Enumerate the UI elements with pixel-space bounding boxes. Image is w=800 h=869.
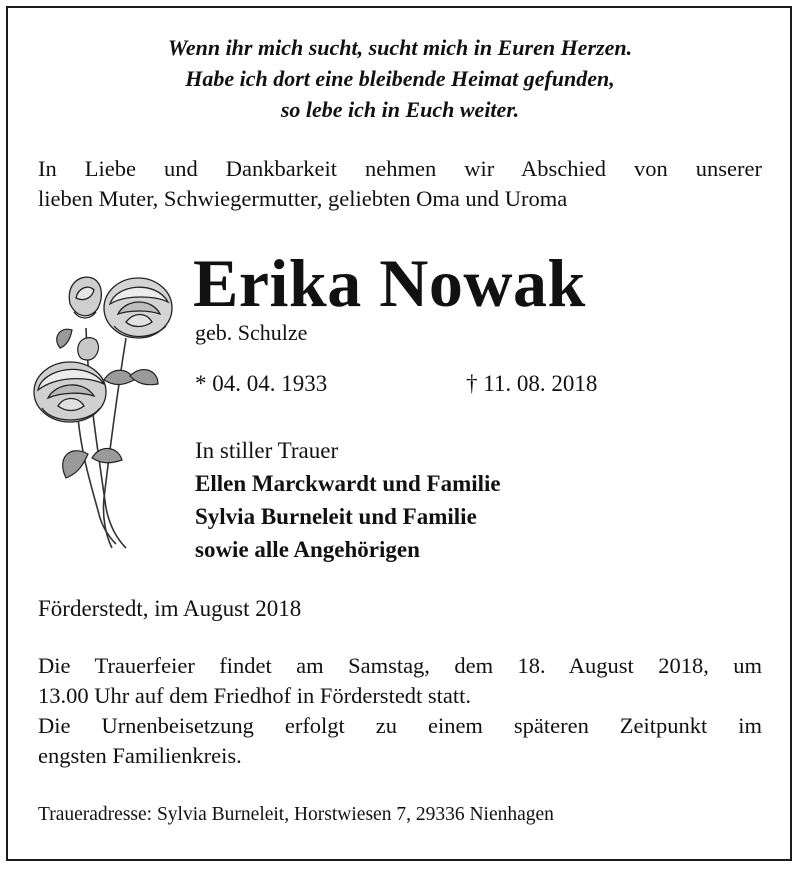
mourners-lead: In stiller Trauer <box>195 438 339 463</box>
roses-illustration-icon <box>26 268 186 558</box>
ceremony-info <box>38 651 762 771</box>
death-date: † 11. 08. 2018 <box>466 371 598 396</box>
maiden-name: geb. Schulze <box>195 320 308 345</box>
mourning-address: Traueradresse: Sylvia Burneleit, Horstwiesen 7, 29336 Nienhagen <box>38 804 554 825</box>
motto-line: Wenn ihr mich sucht, sucht mich in Euren Herzen. <box>167 35 633 60</box>
ceremony-line: Die Urnenbeisetzung erfolgt zu einem späteren Zeitpunkt im <box>38 713 762 738</box>
intro-line: In Liebe und Dankbarkeit nehmen wir Abschied von unserer <box>38 156 762 181</box>
birth-date: * 04. 04. 1933 <box>195 371 328 396</box>
motto-verse <box>0 32 800 125</box>
place-date: Förderstedt, im August 2018 <box>38 596 302 621</box>
mourner-family: Ellen Marckwardt und Familie <box>195 471 501 496</box>
deceased-name: Erika Nowak <box>193 245 586 321</box>
ceremony-line: Die Trauerfeier findet am Samstag, dem 18. August 2018, um <box>38 653 762 678</box>
mourner-family: Sylvia Burneleit und Familie <box>195 504 477 529</box>
ceremony-line: 13.00 Uhr auf dem Friedhof in Förderstedt statt. <box>38 683 472 708</box>
intro-text <box>38 154 762 214</box>
mourners-block <box>195 434 501 566</box>
intro-line: lieben Muter, Schwiegermutter, geliebten Oma und Uroma <box>38 186 568 211</box>
motto-line: so lebe ich in Euch weiter. <box>280 97 520 122</box>
mourner-family: sowie alle Angehörigen <box>195 537 420 562</box>
motto-line: Habe ich dort eine bleibende Heimat gefunden, <box>185 66 615 91</box>
ceremony-line: engsten Familienkreis. <box>38 743 242 768</box>
